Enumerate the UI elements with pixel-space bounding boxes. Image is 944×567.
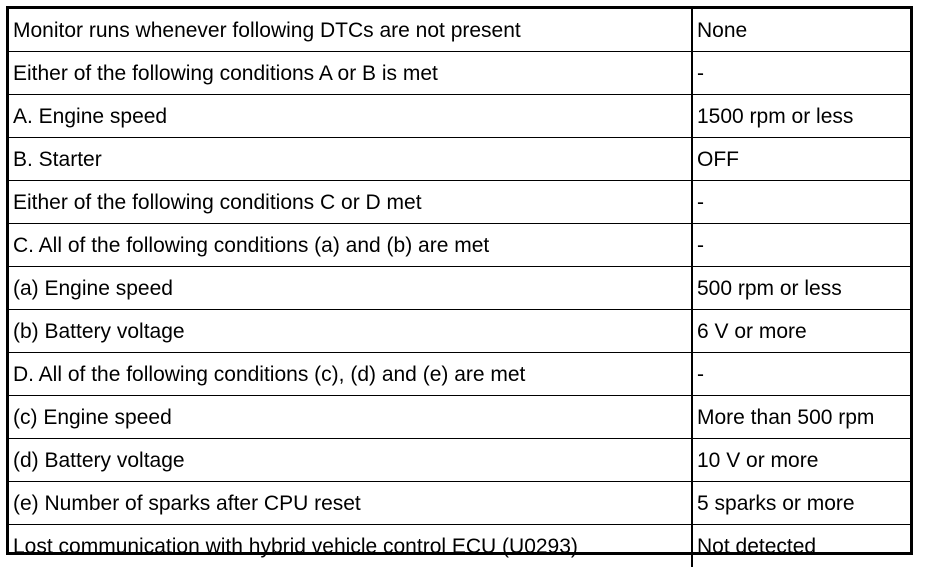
- condition-cell: B. Starter: [9, 138, 692, 181]
- value-cell: 10 V or more: [692, 439, 910, 482]
- table-row: [9, 439, 910, 482]
- value-cell: -: [692, 181, 910, 224]
- condition-cell: A. Engine speed: [9, 95, 692, 138]
- condition-cell: (b) Battery voltage: [9, 310, 692, 353]
- condition-cell: D. All of the following conditions (c), (d) and (e) are met: [9, 353, 692, 396]
- table-row: [9, 482, 910, 525]
- table-row: [9, 224, 910, 267]
- value-cell: OFF: [692, 138, 910, 181]
- conditions-table-grid: [9, 9, 910, 567]
- table-row: [9, 310, 910, 353]
- condition-cell: (a) Engine speed: [9, 267, 692, 310]
- condition-cell: Either of the following conditions C or D met: [9, 181, 692, 224]
- conditions-table: [6, 6, 913, 555]
- value-cell: Not detected: [692, 525, 910, 567]
- table-row: [9, 95, 910, 138]
- value-cell: -: [692, 353, 910, 396]
- value-cell: 500 rpm or less: [692, 267, 910, 310]
- value-cell: 1500 rpm or less: [692, 95, 910, 138]
- value-cell: 5 sparks or more: [692, 482, 910, 525]
- table-row: [9, 138, 910, 181]
- value-cell: 6 V or more: [692, 310, 910, 353]
- condition-cell: C. All of the following conditions (a) and (b) are met: [9, 224, 692, 267]
- table-row: [9, 267, 910, 310]
- condition-cell: Monitor runs whenever following DTCs are not present: [9, 9, 692, 52]
- table-row: [9, 9, 910, 52]
- condition-cell: Lost communication with hybrid vehicle control ECU (U0293): [9, 525, 692, 567]
- value-cell: -: [692, 52, 910, 95]
- condition-cell: (c) Engine speed: [9, 396, 692, 439]
- table-row: [9, 525, 910, 567]
- value-cell: -: [692, 224, 910, 267]
- condition-cell: (d) Battery voltage: [9, 439, 692, 482]
- condition-cell: Either of the following conditions A or B is met: [9, 52, 692, 95]
- value-cell: None: [692, 9, 910, 52]
- table-row: [9, 52, 910, 95]
- table-row: [9, 181, 910, 224]
- condition-cell: (e) Number of sparks after CPU reset: [9, 482, 692, 525]
- table-row: [9, 353, 910, 396]
- value-cell: More than 500 rpm: [692, 396, 910, 439]
- table-row: [9, 396, 910, 439]
